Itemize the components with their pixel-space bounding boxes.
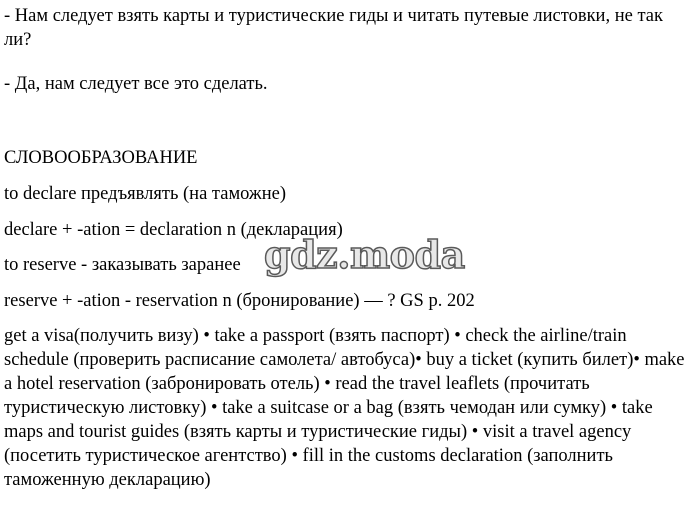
watermark-logo: gdz.moda (264, 232, 465, 277)
word-formation-line-4: reserve + -ation - reservation n (бронирование) — ? GS p. 202 (4, 291, 475, 311)
dialogue-question: - Нам следует взять карты и туристические гиды и читать путевые листовки, не так ли? (4, 6, 663, 50)
travel-checklist: get a visa(получить визу) • take a passport (взять паспорт) • check the airline/train schedule (проверить расписание самолета/ автобуса)• buy a ticket (купить билет)• make a hotel reservation (забронировать отель) • read the travel leaflets (прочитать туристическую листовку) • take a suitcase or a bag (взять чемодан или сумку) • take maps and tourist guides (взять карты и туристические гиды) • visit a travel agency (посетить туристическое агентство) • fill in the customs declaration (заполнить таможенную декларацию) (4, 326, 685, 490)
word-formation-line-3: to reserve - заказывать заранее (4, 255, 241, 275)
dialogue-answer: - Да, нам следует все это сделать. (4, 74, 268, 94)
word-formation-line-2: declare + -ation = declaration n (декларация) (4, 220, 343, 240)
section-title: СЛОВООБРАЗОВАНИЕ (4, 148, 198, 168)
word-formation-line-1: to declare предъявлять (на таможне) (4, 184, 286, 204)
